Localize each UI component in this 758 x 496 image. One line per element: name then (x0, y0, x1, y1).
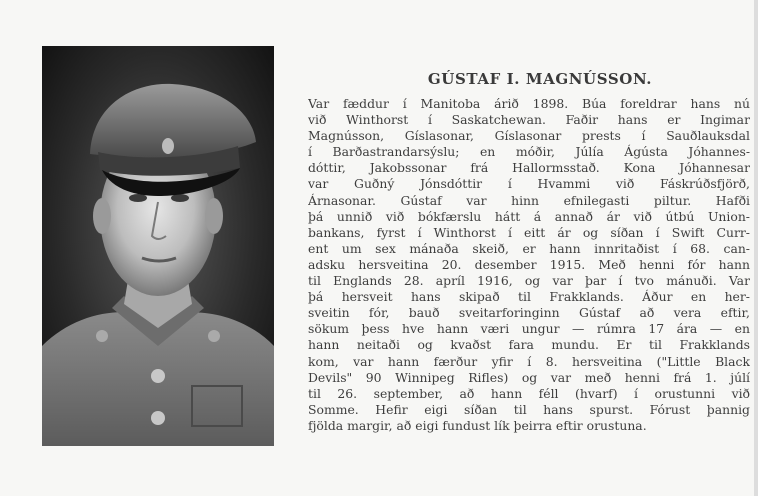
bio-line: var Guðný Jónsdóttir í Hvammi við Fáskrúðsfjörð, (308, 176, 750, 192)
bio-line: þá hersveit hans skipað til Frakklands. Áður en her- (308, 289, 750, 305)
bio-line: adsku hersveitina 20. desember 1915. Með henni fór hann (308, 256, 750, 272)
bio-line: til 26. september, að hann féll (hvarf) í orustunni við (308, 385, 750, 401)
biography-text (308, 96, 750, 434)
bio-line: sveitin fór, bauð sveitarforinginn Gústaf að vera eftir, (308, 305, 750, 321)
bio-line: Magnússon, Gíslasonar, Gíslasonar prests í Sauðlauksdal (308, 128, 750, 144)
bio-line: til Englands 28. apríl 1916, og var þar í tvo mánuði. Var (308, 273, 750, 289)
bio-line: við Winthorst í Saskatchewan. Faðir hans er Ingimar (308, 112, 750, 128)
entry-heading: GÚSTAF I. MAGNÚSSON. (427, 70, 653, 88)
bio-line: Devils" 90 Winnipeg Rifles) og var með henni frá 1. júlí (308, 369, 750, 385)
bio-line: þá unnið við bókfærslu hátt á annað ár við útbú Union- (308, 208, 750, 224)
bio-line: Árnasonar. Gústaf var hinn efnilegasti piltur. Hafði (308, 192, 750, 208)
bio-line: Somme. Hefir eigi síðan til hans spurst. Fórust þannig (308, 401, 750, 417)
bio-line: fjölda margir, að eigi fundust lík þeirra eftir orustuna. (308, 417, 647, 433)
soldier-portrait-photo (42, 46, 274, 446)
bio-line: sökum þess hve hann væri ungur — rúmra 17 ára — en (308, 321, 750, 337)
bio-line: kom, var hann færður yfir í 8. hersveitina ("Little Black (308, 353, 750, 369)
bio-line: hann neitaði og kvaðst fara mundu. Er til Frakklands (308, 337, 750, 353)
bio-line: í Barðastrandarsýslu; en móðir, Júlía Ágústa Jóhannes- (308, 144, 750, 160)
page-edge (754, 0, 758, 496)
bio-line: ent um sex mánaða skeið, er hann innritaðist í 68. can- (308, 240, 750, 256)
bio-line: bankans, fyrst í Winthorst í eitt ár og síðan í Swift Curr- (308, 224, 750, 240)
bio-line: Var fæddur í Manitoba árið 1898. Búa foreldrar hans nú (308, 96, 750, 111)
bio-line: dóttir, Jakobssonar frá Hallormsstað. Kona Jóhannesar (308, 160, 750, 176)
